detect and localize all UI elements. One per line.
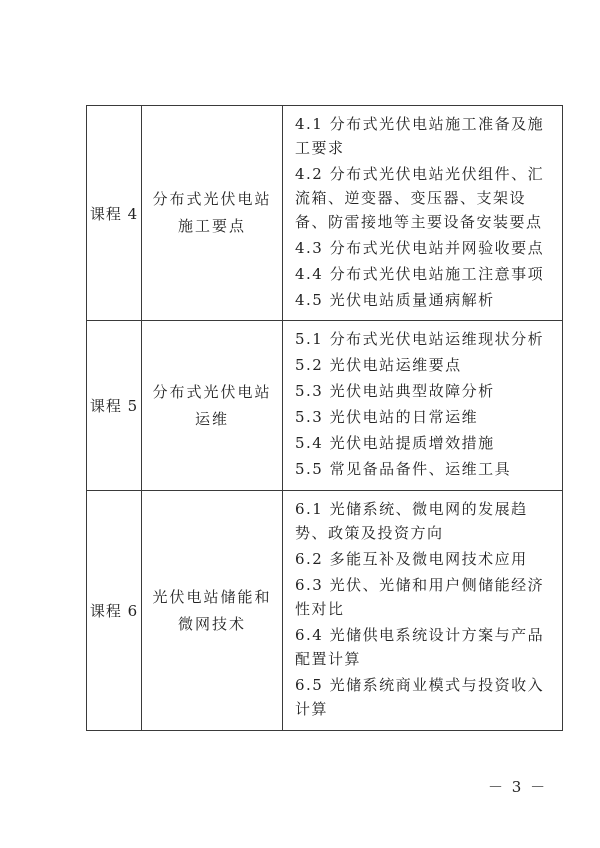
course-label: 课程 5 <box>87 321 142 491</box>
table-row <box>87 321 563 491</box>
list-item: 5.1 分布式光伏电站运维现状分析 <box>295 330 545 348</box>
list-item: 5.3 光伏电站典型故障分析 <box>295 382 495 400</box>
course-content <box>283 106 563 321</box>
table-row <box>87 491 563 731</box>
list-item: 5.2 光伏电站运维要点 <box>295 356 462 374</box>
course-content <box>283 491 563 731</box>
course-label: 课程 6 <box>87 491 142 731</box>
list-item: 4.2 分布式光伏电站光伏组件、汇流箱、逆变器、变压器、支架设备、防雷接地等主要设备安装要点 <box>295 165 545 231</box>
list-item: 5.4 光伏电站提质增效措施 <box>295 434 495 452</box>
page-number: － 3 － <box>488 778 548 796</box>
list-item: 6.5 光储系统商业模式与投资收入计算 <box>295 676 545 718</box>
course-title: 分布式光伏电站施工要点 <box>142 106 283 321</box>
course-label: 课程 4 <box>87 106 142 321</box>
course-title: 光伏电站储能和微网技术 <box>142 491 283 731</box>
list-item: 4.5 光伏电站质量通病解析 <box>295 291 495 309</box>
list-item: 6.3 光伏、光储和用户侧储能经济性对比 <box>295 576 545 618</box>
list-item: 4.3 分布式光伏电站并网验收要点 <box>295 239 545 257</box>
list-item: 6.4 光储供电系统设计方案与产品配置计算 <box>295 626 545 668</box>
course-table <box>86 105 563 731</box>
table-row <box>87 106 563 321</box>
list-item: 6.1 光储系统、微电网的发展趋势、政策及投资方向 <box>295 500 528 542</box>
course-title: 分布式光伏电站运维 <box>142 321 283 491</box>
list-item: 5.5 常见备品备件、运维工具 <box>295 460 512 478</box>
list-item: 4.1 分布式光伏电站施工准备及施工要求 <box>295 115 545 157</box>
list-item: 6.2 多能互补及微电网技术应用 <box>295 550 528 568</box>
course-content <box>283 321 563 491</box>
list-item: 4.4 分布式光伏电站施工注意事项 <box>295 265 545 283</box>
list-item: 5.3 光伏电站的日常运维 <box>295 408 479 426</box>
